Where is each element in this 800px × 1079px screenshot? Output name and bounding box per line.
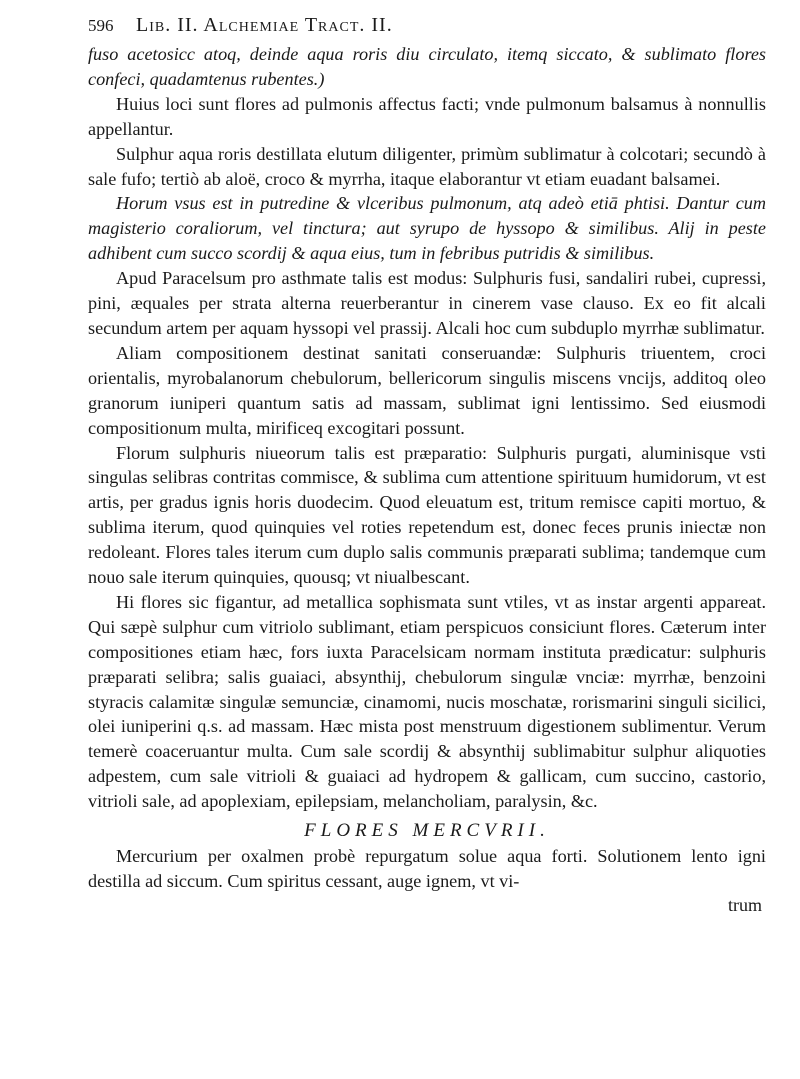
paragraph-pulmonary-flowers: Huius loci sunt flores ad pulmonis affectus facti; vnde pulmonum balsamus à nonnullis appellantur. — [88, 93, 766, 139]
page-number: 596 — [88, 16, 114, 35]
paragraph-usage: Horum vsus est in putredine & vlceribus pulmonum, atq adeò etiā phtisi. Dantur cum magisterio coraliorum, vel tinctura; aut syrupo de hyssopo & similibus. Alij in peste adhibent cum succo scordij & aqua eius, tum in febribus putridis & similibus. — [88, 193, 766, 264]
running-head: Lib. II. Alchemiae Tract. II. — [136, 14, 393, 36]
paragraph-composition: Aliam compositionem destinat sanitati conseruandæ: Sulphuris triuentem, croci orientalis, myrobalanorum chebulorum, bellericorum singulis miscens vncijs, additoq oleo granorum iuniperi quantum satis ad massam, sublimat igni lentissimo. Sed eiusmodi compositionum multa, mirificeq excogitari possunt. — [88, 342, 766, 438]
paragraph-fixing-flowers: Hi flores sic figantur, ad metallica sophismata sunt vtiles, vt as instar argenti appareat. Qui sæpè sulphur cum vitriolo sublimant, etiam perspicuos consiciunt flores. Cæterum inter compositiones etiam hæc, fors iuxta Paracelsicam normam instituta prædicatur: sulphuris præparati selibra; salis guaiaci, absynthij, chebulorum singulæ vnciæ: myrrhæ, benzoini styracis calamitæ singulæ semunciæ, cinamomi, nucis moschatæ, rorismarini singuli sicilici, olei iuniperini q.s. ad massam. Hæc mista post menstruum digestionem sublimentur. Verum temerè coaceruantur multa. Cum sale scordij & absynthij sublimabitur sulphur aliquoties adpestem, cum sale vitrioli & guaiaci ad hydropem & gallicam, cum succino, castorio, vitrioli sale, ad apoplexiam, epilepsiam, melancholiam, paralysin, &c. — [88, 591, 766, 812]
paragraph-paracelsus-asthma: Apud Paracelsum pro asthmate talis est modus: Sulphuris fusi, sandaliri rubei, cupressi, pini, æquales per strata alterna reuerberantur in cinerem vase clauso. Ex eo fit alcali secundum artem per aquam hyssopi vel prassij. Alcali hoc cum subduplo myrrhæ sublimatur. — [88, 268, 766, 338]
section-heading: FLORES MERCVRII. — [304, 820, 550, 842]
paragraph-recipe-tail: fuso acetosicc atoq, deinde aqua roris diu circulato, itemq siccato, & sublimato flores confeci, quadamtenus rubentes.) — [88, 44, 766, 89]
paragraph-mercury: Mercurium per oxalmen probè repurgatum solue aqua forti. Solutionem lento igni destilla ad siccum. Cum spiritus cessant, auge ignem, vt vi- — [88, 846, 766, 891]
body-text — [88, 42, 766, 916]
paragraph-snow-flowers: Florum sulphuris niueorum talis est præparatio: Sulphuris purgati, aluminisque vsti singulas selibras contritas commisce, & sublima cum attentione spirituum humidorum, vt est artis, per gradus ignis horis duodecim. Quod eleuatum est, tritum remisce capiti mortuo, & sublima iterum, quod quinquies vel roties repetendum est, donec feces prunis iniectæ non redoleant. Flores tales iterum cum duplo salis communis præparati sublima; tandemque cum nouo sale iterum quinquies, quousq; vt niualbescant. — [88, 442, 766, 588]
catchword: trum — [728, 894, 762, 915]
page-header — [88, 14, 766, 40]
paragraph-sulphur-washing: Sulphur aqua roris destillata elutum diligenter, primùm sublimatur à colcotari; secundò à sale fufo; tertiò ab aloë, croco & myrrha, itaque elaborantur vt etiam euadant balsamei. — [88, 143, 766, 189]
